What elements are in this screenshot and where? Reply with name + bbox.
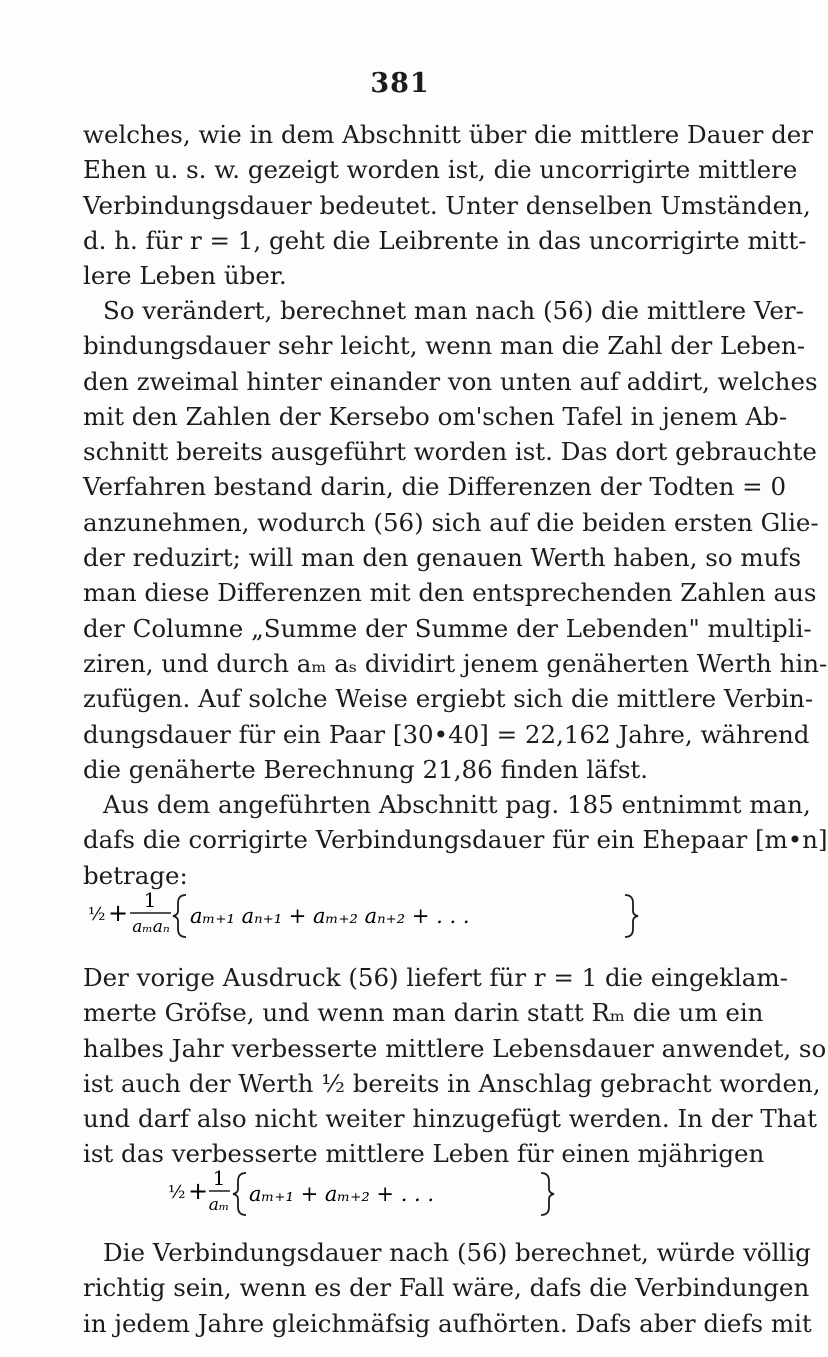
left-brace	[233, 1173, 246, 1215]
paragraph-4	[83, 960, 827, 1172]
paragraph-3	[83, 787, 828, 893]
text-line: anzunehmen, wodurch (56) sich auf die beiden ersten Glie-	[83, 507, 819, 537]
text-line: den zweimal hinter einander von unten auf addirt, welches	[83, 366, 818, 396]
plus-sign: +	[108, 899, 129, 927]
fraction-denominator: aₘ	[208, 1195, 230, 1215]
right-brace	[541, 1173, 554, 1215]
text-line: d. h. für r = 1, geht die Leibrente in das uncorrigirte mitt-	[83, 225, 807, 255]
text-line: Verbindungsdauer bedeutet. Unter denselben Umständen,	[83, 190, 811, 220]
text-line: dungsdauer für ein Paar [30•40] = 22,162 Jahre, während	[83, 719, 810, 749]
paragraph-1	[83, 117, 813, 293]
text-line: ziren, und durch aₘ aₛ dividirt jenem genäherten Werth hin-	[83, 648, 828, 678]
text-line: welches, wie in dem Abschnitt über die mittlere Dauer der	[83, 120, 813, 149]
text-line: Aus dem angeführten Abschnitt pag. 185 entnimmt man,	[103, 790, 811, 819]
series-terms: aₘ₊₁ + aₘ₊₂ + . . .	[249, 1182, 435, 1206]
text-line: in jedem Jahre gleichmäfsig aufhörten. Dafs aber diefs mit	[83, 1308, 812, 1338]
paragraph-5	[83, 1235, 812, 1341]
text-line: Ehen u. s. w. gezeigt worden ist, die uncorrigirte mittlere	[83, 155, 798, 185]
text-line: ist auch der Werth ½ bereits in Anschlag gebracht worden,	[83, 1068, 821, 1098]
text-line: schnitt bereits ausgeführt worden ist. Das dort gebrauchte	[83, 437, 817, 467]
text-line: So verändert, berechnet man nach (56) die mittlere Ver-	[103, 296, 804, 325]
text-line: man diese Differenzen mit den entsprechenden Zahlen aus	[83, 578, 817, 608]
text-line: Verfahren bestand darin, die Differenzen der Todten = 0	[83, 472, 787, 502]
text-line: der Columne „Summe der Summe der Lebenden" multipli-	[83, 613, 812, 643]
left-brace	[173, 895, 186, 937]
text-line: die genäherte Berechnung 21,86 finden läfst.	[83, 754, 649, 784]
text-line: ist das verbesserte mittlere Leben für einen mjährigen	[83, 1139, 765, 1169]
paragraph-2	[83, 293, 828, 787]
text-line: halbes Jahr verbesserte mittlere Lebensdauer anwendet, so	[83, 1033, 827, 1063]
text-line: mit den Zahlen der Kersebo om'schen Tafel in jenem Ab-	[83, 401, 788, 431]
formula-2-svg	[0, 1165, 800, 1221]
fraction-numerator: 1	[212, 1166, 226, 1190]
series-terms: aₘ₊₁ aₙ₊₁ + aₘ₊₂ aₙ₊₂ + . . .	[190, 904, 470, 928]
formula-improved-life	[0, 1165, 800, 1221]
text-line: und darf also nicht weiter hinzugefügt werden. In der That	[83, 1104, 817, 1134]
plus-sign: +	[188, 1177, 209, 1205]
text-line: richtig sein, wenn es der Fall wäre, dafs die Verbindungen	[83, 1273, 810, 1303]
text-line: merte Gröfse, und wenn man darin statt Rₘ die um ein	[83, 998, 764, 1028]
text-line: Der vorige Ausdruck (56) liefert für r = 1 die eingeklam-	[83, 963, 788, 992]
fraction-numerator: 1	[143, 888, 157, 912]
half-term: ½	[88, 904, 106, 925]
page-number: 381	[370, 68, 430, 99]
text-line: dafs die corrigirte Verbindungsdauer für ein Ehepaar [m•n]	[83, 825, 828, 855]
right-brace	[625, 895, 638, 937]
formula-corrected-duration	[0, 885, 800, 945]
text-line: der reduzirt; will man den genauen Werth haben, so mufs	[83, 543, 802, 573]
fraction-denominator: aₘaₙ	[132, 917, 170, 937]
formula-1-svg	[0, 885, 800, 945]
text-line: betrage:	[83, 860, 188, 890]
text-line: zufügen. Auf solche Weise ergiebt sich die mittlere Verbin-	[83, 684, 814, 714]
text-line: lere Leben über.	[83, 261, 287, 291]
text-line: bindungsdauer sehr leicht, wenn man die Zahl der Leben-	[83, 331, 806, 361]
text-line: Die Verbindungsdauer nach (56) berechnet, würde völlig	[103, 1238, 811, 1267]
half-term: ½	[168, 1182, 186, 1203]
